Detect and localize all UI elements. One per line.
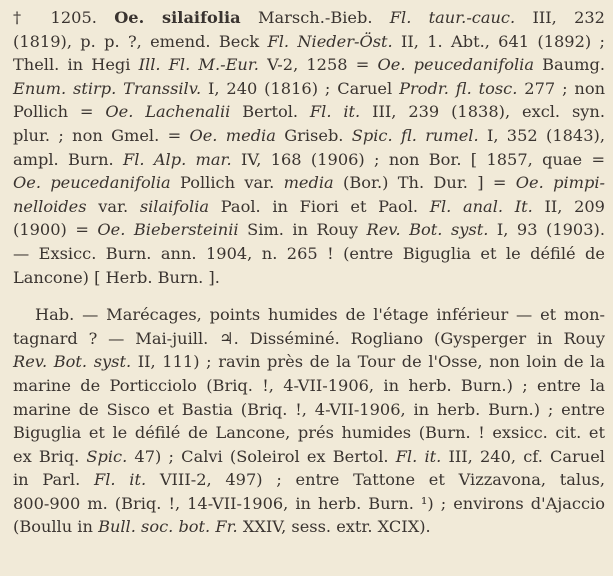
- habitat-line: [13, 515, 605, 539]
- text-run: Baumg.: [534, 55, 605, 75]
- italic-text: Oe. Biebersteinii: [97, 220, 239, 240]
- text-run: XXIV, sess. extr. XCIX).: [237, 517, 431, 537]
- habitat-line: [13, 350, 605, 374]
- entry-line: [13, 195, 605, 219]
- text-run: ex Briq.: [13, 446, 87, 466]
- bold-taxon-name: Oe. silaifolia: [114, 8, 241, 27]
- italic-text: Bull. soc. bot. Fr.: [98, 517, 238, 537]
- text-run: II, 111) ; ravin près de la Tour de l'Osse, non loin de la: [131, 352, 605, 372]
- text-run: 800-900 m. (Briq. !, 14-VII-1906, in herb. Burn. ¹) ; environs d'Ajaccio: [13, 493, 605, 513]
- italic-text: Ill. Fl. M.-Eur.: [138, 55, 259, 75]
- text-run: tagnard ? — Mai-juill. ♃. Disséminé. Rogliano (Gysperger in Rouy: [13, 328, 605, 348]
- text-run: Marsch.-Bieb.: [240, 8, 390, 27]
- italic-text: Fl. it.: [93, 470, 147, 490]
- text-run: 277 ; non: [517, 78, 605, 98]
- text-run: marine de Sisco et Bastia (Briq. !, 4-VII-1906, in herb. Burn.) ; entre: [13, 399, 605, 419]
- italic-text: Fl. anal. It.: [429, 196, 533, 216]
- text-run: VIII-2, 497) ; entre Tattone et Vizzavona, talus,: [146, 470, 605, 490]
- italic-text: Oe. media: [189, 125, 276, 145]
- text-run: V-2, 1258 =: [258, 55, 378, 75]
- italic-text: Oe. Lachenalii: [105, 102, 231, 122]
- text-run: Hab. — Marécages, points humides de l'étage inférieur — et mon-: [35, 305, 605, 325]
- italic-text: nelloides: [13, 196, 87, 216]
- italic-text: silaifolia: [139, 196, 210, 216]
- italic-text: Fl. it.: [309, 102, 361, 122]
- text-run: (1819), p. p. ?, emend. Beck: [13, 31, 268, 51]
- text-run: — Exsicc. Burn. ann. 1904, n. 265 ! (entre Biguglia et le défilé de: [13, 243, 605, 263]
- entry-line: [13, 171, 605, 195]
- text-run: 47) ; Calvi (Soleirol ex Bertol.: [127, 446, 396, 466]
- italic-text: Oe. peucedanifolia: [13, 173, 171, 193]
- text-run: var.: [86, 196, 140, 216]
- text-run: marine de Porticciolo (Briq. !, 4-VII-1906, in herb. Burn.) ; entre la: [13, 375, 605, 395]
- text-run: Biguglia et le défilé de Lancone, prés humides (Burn. ! exsicc. cit. et: [13, 423, 605, 443]
- paragraph-gap: [13, 289, 605, 303]
- italic-text: Fl. Alp. mar.: [122, 149, 232, 169]
- text-run: Paol. in Fiori et Paol.: [209, 196, 430, 216]
- italic-text: Oe. pimpi-: [515, 173, 605, 193]
- text-run: Bertol.: [230, 102, 310, 122]
- habitat-paragraph: [13, 303, 605, 539]
- text-run: Lancone) [ Herb. Burn. ].: [13, 267, 220, 287]
- entry-line: [13, 124, 605, 148]
- text-run: plur. ; non Gmel. =: [13, 125, 190, 145]
- italic-text: Rev. Bot. syst.: [13, 352, 132, 372]
- habitat-line: [13, 398, 605, 422]
- entry-line: [13, 77, 605, 101]
- text-run: Pollich var.: [170, 173, 284, 193]
- text-run: Pollich =: [13, 102, 106, 122]
- italic-text: Fl. Nieder-Öst.: [267, 31, 393, 51]
- entry-line: [13, 218, 605, 242]
- entry-line: [13, 6, 605, 30]
- italic-text: Fl. it.: [395, 446, 442, 466]
- species-entry: [13, 6, 605, 289]
- text-run: (Boullu in: [13, 517, 99, 537]
- habitat-line: [13, 327, 605, 351]
- italic-text: Oe. peucedanifolia: [377, 55, 534, 75]
- text-run: Griseb.: [275, 125, 352, 145]
- italic-text: Spic.: [86, 446, 128, 466]
- italic-text: Prodr. fl. tosc.: [399, 78, 518, 98]
- italic-text: media: [283, 173, 334, 193]
- text-run: ampl. Burn.: [13, 149, 123, 169]
- text-run: † 1205.: [13, 8, 115, 27]
- text-run: Thell. in Hegi: [13, 55, 139, 75]
- entry-line: [13, 266, 605, 290]
- habitat-line: [13, 468, 605, 492]
- text-run: IV, 168 (1906) ; non Bor. [ 1857, quae =: [231, 149, 606, 169]
- entry-line: [13, 30, 605, 54]
- text-run: II, 1. Abt., 641 (1892) ;: [392, 31, 605, 51]
- text-run: II, 209: [532, 196, 605, 216]
- text-run: I, 240 (1816) ; Caruel: [201, 78, 400, 98]
- entry-line: [13, 53, 605, 77]
- italic-text: Fl. taur.-cauc.: [389, 8, 516, 27]
- habitat-line: [13, 303, 605, 327]
- italic-text: Rev. Bot. syst.: [366, 220, 489, 240]
- text-run: III, 240, cf. Caruel: [441, 446, 605, 466]
- text-run: III, 239 (1838), excl. syn.: [360, 102, 605, 122]
- text-run: I, 352 (1843),: [478, 125, 605, 145]
- text-run: I, 93 (1903).: [488, 220, 605, 240]
- habitat-line: [13, 492, 605, 516]
- habitat-line: [13, 374, 605, 398]
- habitat-line: [13, 445, 605, 469]
- entry-line: [13, 148, 605, 172]
- entry-line: [13, 242, 605, 266]
- text-run: (Bor.) Th. Dur. ] =: [333, 173, 516, 193]
- text-run: (1900) =: [13, 220, 98, 240]
- habitat-line: [13, 421, 605, 445]
- text-run: Sim. in Rouy: [238, 220, 367, 240]
- italic-text: Enum. stirp. Transsilv.: [13, 78, 202, 98]
- text-run: III, 232: [515, 8, 605, 27]
- entry-line: [13, 100, 605, 124]
- text-run: in Parl.: [13, 470, 94, 490]
- italic-text: Spic. fl. rumel.: [351, 125, 479, 145]
